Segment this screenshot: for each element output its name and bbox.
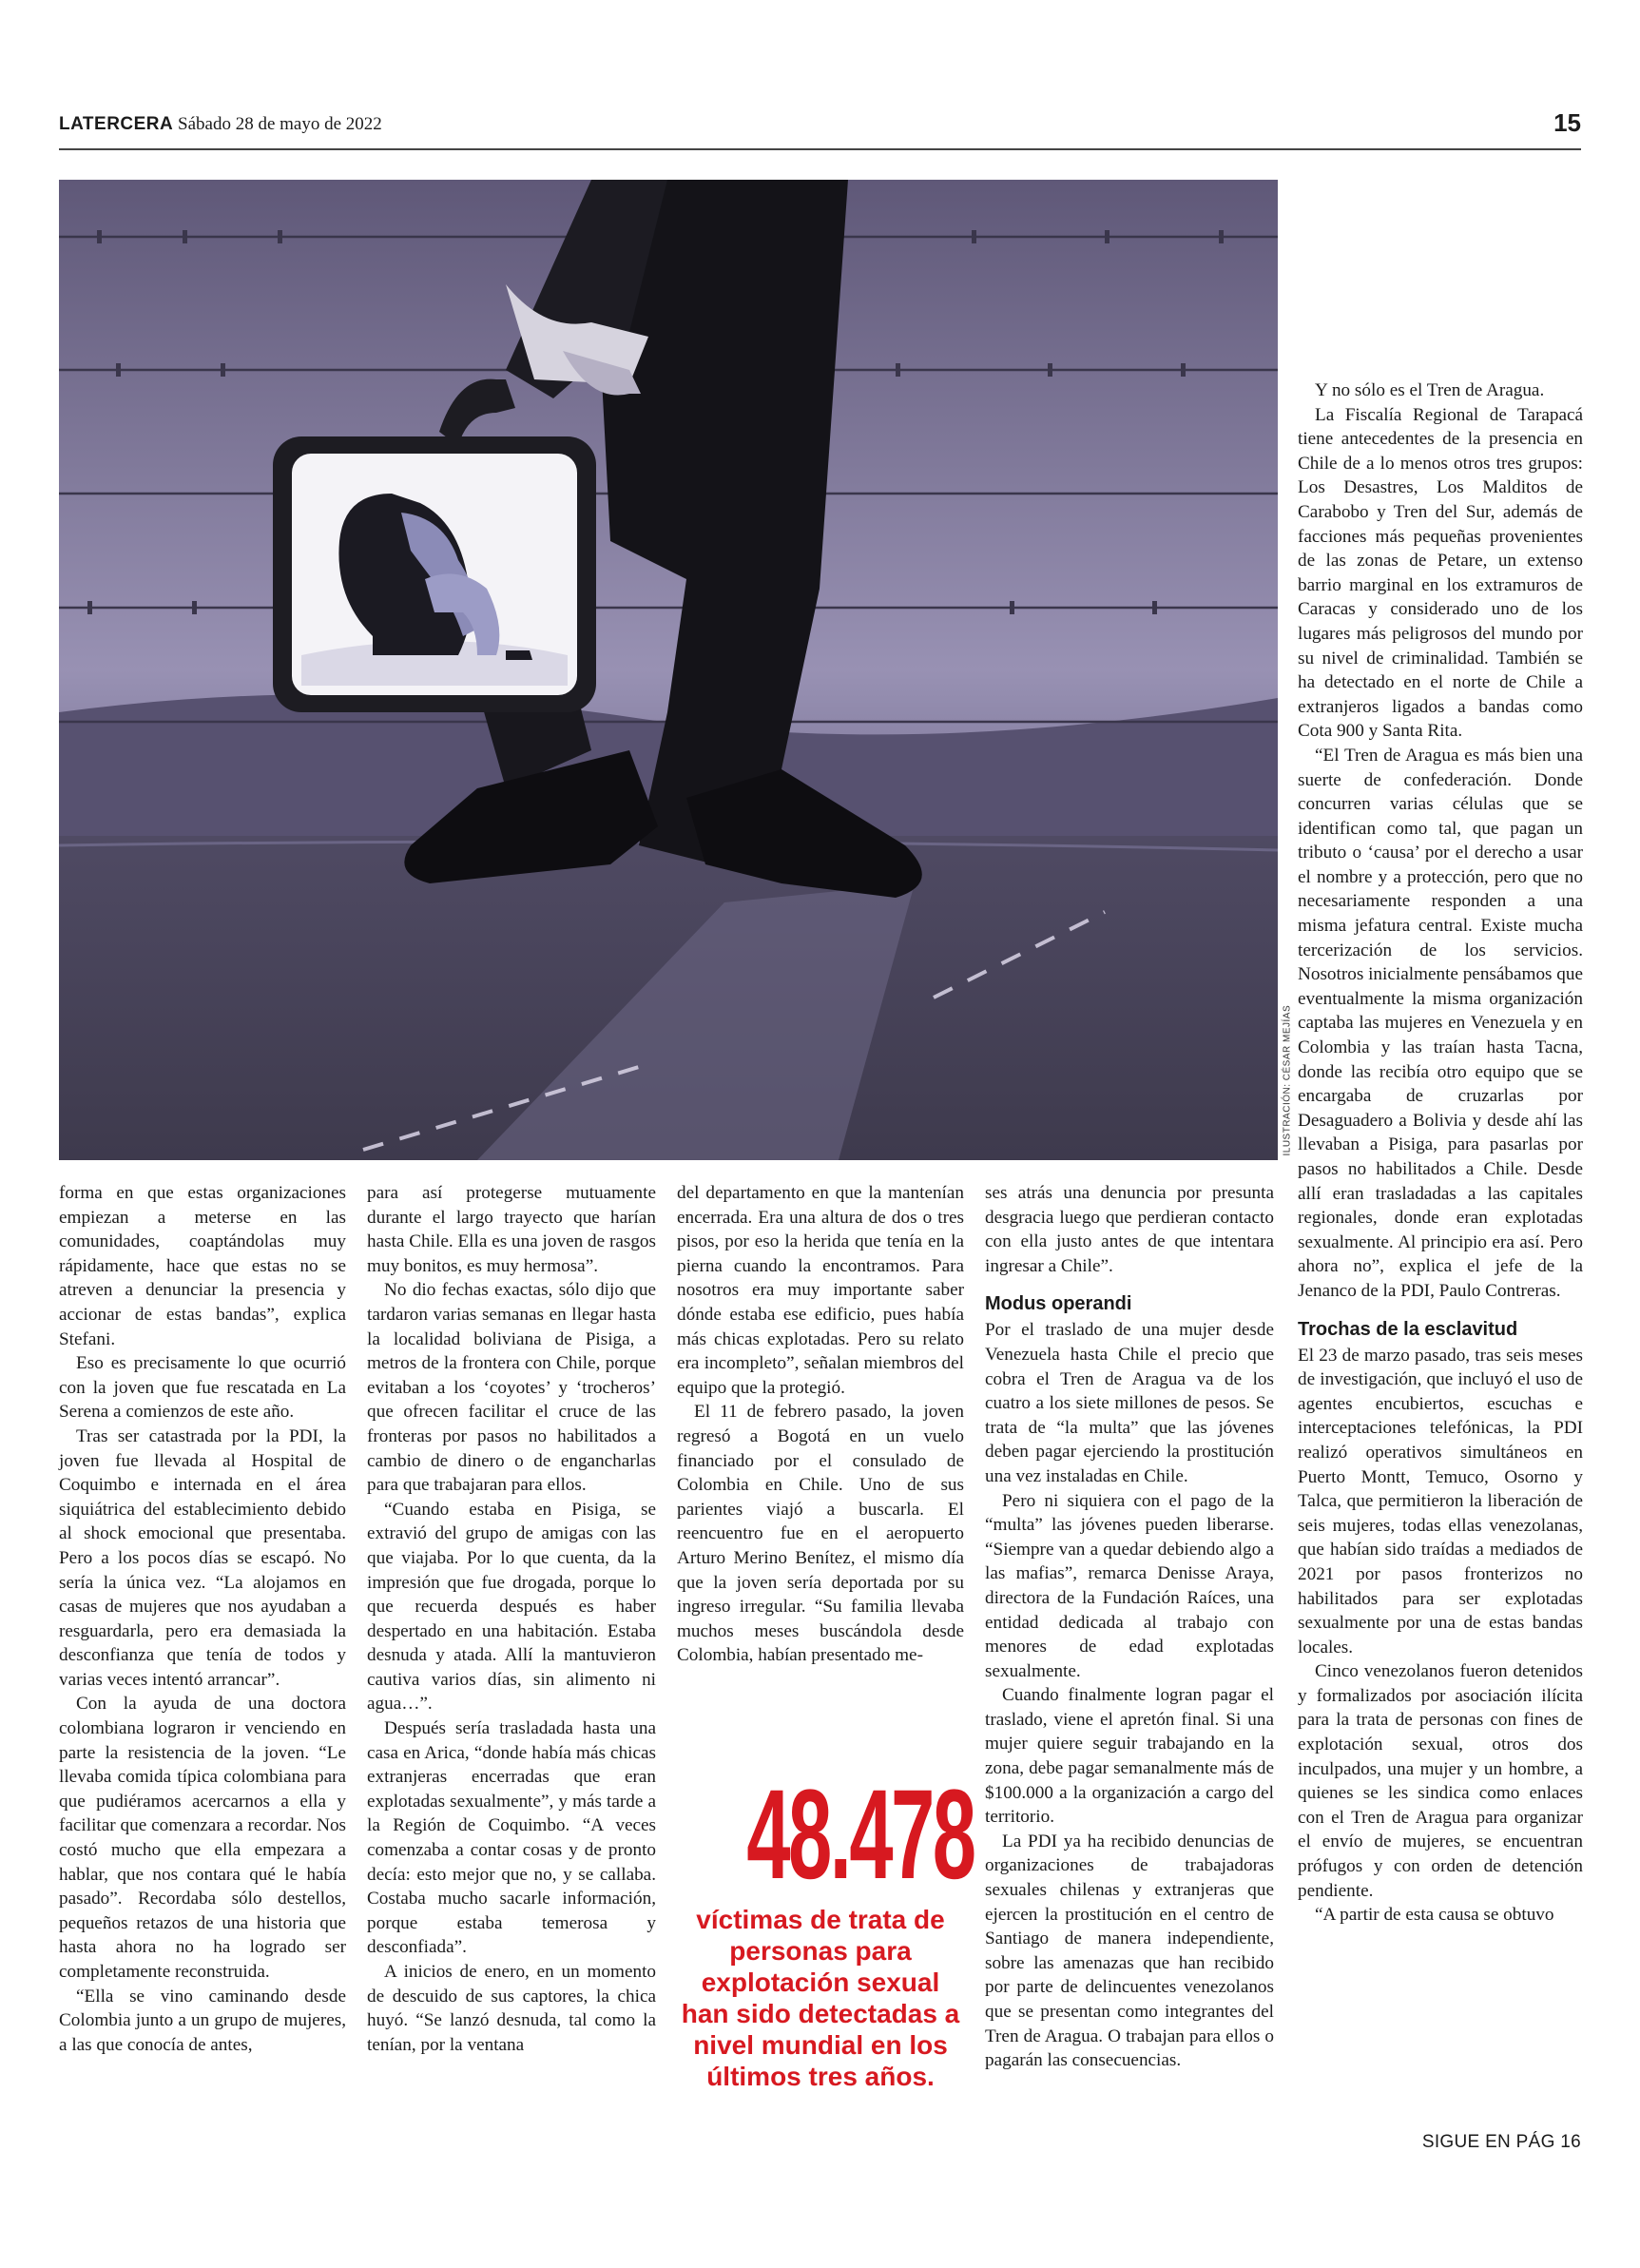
paragraph: del departamento en que la mantenían encerrada. Era una altura de dos o tres pisos, por eso la herida que tenía en la pierna cuando la encontramos. Para nosotros era muy importante saber dónde estaba ese edificio, pues había más chicas explotadas. Pero su relato era incompleto”, señalan miembros del equipo que la protegió. <box>677 1183 964 1398</box>
continued-on-page: SIGUE EN PÁG 16 <box>1421 2132 1581 2152</box>
paragraph: Y no sólo es el Tren de Aragua. <box>1315 380 1545 400</box>
article-column-5 <box>1298 378 1583 1928</box>
illustration <box>59 180 1278 1160</box>
paragraph: El 23 de marzo pasado, tras seis meses de investigación, que incluyó el uso de agentes encubiertos, escuchas e interceptaciones telefónicas, la PDI realizó operativos simultáneos en Puerto Montt, Temuco, Osorno y Talca, que permitieron la liberación de seis mujeres, todas ellas venezolanas, que habían sido traídas a mediados de 2021 por pasos fronterizos no habilitados para ser explotadas sexualmente por una de estas bandas locales. <box>1298 1345 1583 1657</box>
paragraph: “Ella se vino caminando desde Colombia junto a un grupo de mujeres, a las que conocía de antes, <box>59 1986 346 2055</box>
section-heading: Modus operandi <box>985 1293 1132 1315</box>
paragraph: para así protegerse mutuamente durante el largo trayecto que harían hasta Chile. Ella es una joven de rasgos muy bonitos, es muy hermosa”. <box>367 1183 656 1276</box>
paragraph: Por el traslado de una mujer desde Venezuela hasta Chile el precio que cobra el Tren de Aragua va de los cuatro a los siete millones de pesos. Se trata de “la multa” que las jóvenes deben pagar ejerciendo la prostitución una vez instaladas en Chile. <box>985 1320 1274 1486</box>
paragraph: La PDI ya ha recibido denuncias de organizaciones de trabajadoras sexuales chilenas y extranjeras que ejercen la prostitución en el centro de Santiago de manera independiente, sobre las amenazas que han recibido por parte de delincuentes venezolanos que se presentan como integrantes del Tren de Aragua. O trabajan para ellos o pagarán las consecuencias. <box>985 1831 1274 2071</box>
paragraph: El 11 de febrero pasado, la joven regresó a Bogotá en un vuelo financiado por el consulado de Colombia en Chile. Uno de sus parientes viajó a buscarla. El reencuentro fue en el aeropuerto Arturo Merino Benítez, el mismo día que la joven sería deportada por su ingreso irregular. “Su familia llevaba muchos meses buscándola desde Colombia, habían presentado me- <box>677 1402 964 1666</box>
illustration-credit <box>1280 1004 1295 1160</box>
paragraph: ses atrás una denuncia por presunta desgracia luego que perdieran contacto con ella justo antes de que intentara ingresar a Chile”. <box>985 1183 1274 1276</box>
header-rule <box>59 148 1581 150</box>
paragraph: Tras ser catastrada por la PDI, la joven fue llevada al Hospital de Coquimbo e internada en el área siquiátrica del establecimiento debido al shock emocional que presentaba. Pero a los pocos días se escapó. No sería la única vez. “La alojamos en casas de mujeres que nos ayudaban a resguardarla, pero era demasiada la desconfianza que tenía de todos y varias veces intentó arrancar”. <box>59 1425 346 1690</box>
statistic-number: 48.478 <box>746 1764 974 1906</box>
paragraph: Cuando finalmente logran pagar el traslado, viene el apretón final. Si una mujer quiere seguir trabajando en la zona, debe pagar semanalmente más de $100.000 a la organización a cargo del territorio. <box>985 1685 1274 1828</box>
paragraph: No dio fechas exactas, sólo dijo que tardaron varias semanas en llegar hasta la localidad boliviana de Pisiga, a metros de la frontera con Chile, porque evitaban a los ‘coyotes’ y ‘trocheros’ que ofrecen facilitar el cruce de las fronteras por pasos no habilitados a cambio de dinero o de engancharlas para que trabajaran para ellos. <box>367 1280 656 1496</box>
article-column-2 <box>367 1181 656 2057</box>
illustration-credit-text: ILUSTRACIÓN: CÉSAR MEJÍAS <box>1282 1004 1293 1156</box>
paragraph: Después sería trasladada hasta una casa en Arica, “donde había más chicas extranjeras encerradas que eran explotadas sexualmente”, y más tarde a la Región de Coquimbo. “A veces comenzaba a contar cosas y de pronto decía: esto mejor que no, y se callaba. Costaba mucho sacarle información, porque estaba temerosa y desconfiada”. <box>367 1718 656 1958</box>
issue-date: Sábado 28 de mayo de 2022 <box>178 114 382 134</box>
illustration-artwork <box>59 180 1278 1160</box>
paragraph: forma en que estas organizaciones empiezan a meterse en las comunidades, coaptándolas muy rápidamente, hace que estas no se atreven a denunciar la presencia y accionar de estas bandas”, explica Stefani. <box>59 1183 346 1349</box>
article-column-4 <box>985 1181 1274 2073</box>
paragraph: Eso es precisamente lo que ocurrió con la joven que fue rescatada en La Serena a comienzos de este año. <box>59 1353 346 1423</box>
paragraph: “Cuando estaba en Pisiga, se extravió del grupo de amigas con las que viajaba. Por lo que cuenta, da la impresión que fue drogada, porque lo que recuerda después es haber despertado en una habitación. Estaba desnuda y atada. Allí la mantuvieron cautiva varios días, sin alimento ni agua…”. <box>367 1499 656 1715</box>
paragraph: Pero ni siquiera con el pago de la “multa” las jóvenes pueden liberarse. “Siempre van a quedar debiendo algo a las mafias”, remarca Denisse Araya, directora de la Fundación Raíces, una entidad dedicada al trabajo con menores de edad explotadas sexualmente. <box>985 1490 1274 1681</box>
paragraph: A inicios de enero, en un momento de descuido de sus captores, la chica huyó. “Se lanzó desnuda, tal como la tenían, por la ventana <box>367 1962 656 2055</box>
paragraph: “El Tren de Aragua es más bien una suerte de confederación. Donde concurren varias células que se identifican como tal, que pagan un tributo o ‘causa’ por el derecho a usar el nombre y a protección, pero que no necesariamente responden a una misma jefatura central. Existe mucha tercerización de los servicios. Nosotros inicialmente pensábamos que eventualmente la misma organización captaba las mujeres en Venezuela y en Colombia y las traían hasta Tacna, donde las recibía otro equipo que se encargaba de cruzarlas por Desaguadero a Bolivia y desde ahí las llevaban a Pisiga, para pasarlas por pasos no habilitados a Chile. Desde allí eran trasladadas a las capitales regionales, donde eran explotadas sexualmente. Al principio era así. Pero ahora no”, explica el jefe de la Jenanco de la PDI, Paulo Contreras. <box>1298 745 1584 1301</box>
paragraph: La Fiscalía Regional de Tarapacá tiene antecedentes de la presencia en Chile de a lo menos otros tres grupos: Los Desastres, Los Malditos de Carabobo y Tren del Sur, además de facciones más pequeñas provenientes de las zonas de Petare, un extenso barrio marginal en los extramuros de Caracas y considerado uno de los lugares más peligrosos del mundo por su nivel de criminalidad. También se ha detectado en el norte de Chile a extranjeros ligados a bandas como Cota 900 y Santa Rita. <box>1298 404 1583 742</box>
paragraph: Con la ayuda de una doctora colombiana lograron ir venciendo en parte la resistencia de la joven. “Le llevaba comida típica colombiana para que pudiéramos acercarnos a ella y facilitar que comenzara a recordar. Nos costó mucho que ella empezara a hablar, que nos contara qué le había pasado”. Recordaba sólo destellos, pequeños retazos de una historia que hasta ahora no ha logrado ser completamente reconstruida. <box>59 1694 346 1982</box>
article-column-1 <box>59 1181 346 2057</box>
article-column-3 <box>677 1181 964 1668</box>
statistic-caption: víctimas de trata de personas para explotación sexual han sido detectadas a nivel mundial en los últimos tres años. <box>681 1905 960 2091</box>
newspaper-logo: LATERCERA <box>59 114 174 134</box>
statistic-callout <box>677 1764 974 2092</box>
masthead <box>59 114 382 135</box>
paragraph: “A partir de esta causa se obtuvo <box>1315 1905 1554 1926</box>
page-number: 15 <box>1553 108 1581 137</box>
paragraph: Cinco venezolanos fueron detenidos y formalizados por asociación ilícita para la trata de personas con fines de explotación sexual, otros dos inculpados, una mujer y un hombre, a quienes se les sindica como enlaces con el Tren de Aragua para organizar el envío de mujeres, se encuentran prófugos y con orden de detención pendiente. <box>1298 1661 1583 1901</box>
section-heading: Trochas de la esclavitud <box>1298 1318 1518 1340</box>
